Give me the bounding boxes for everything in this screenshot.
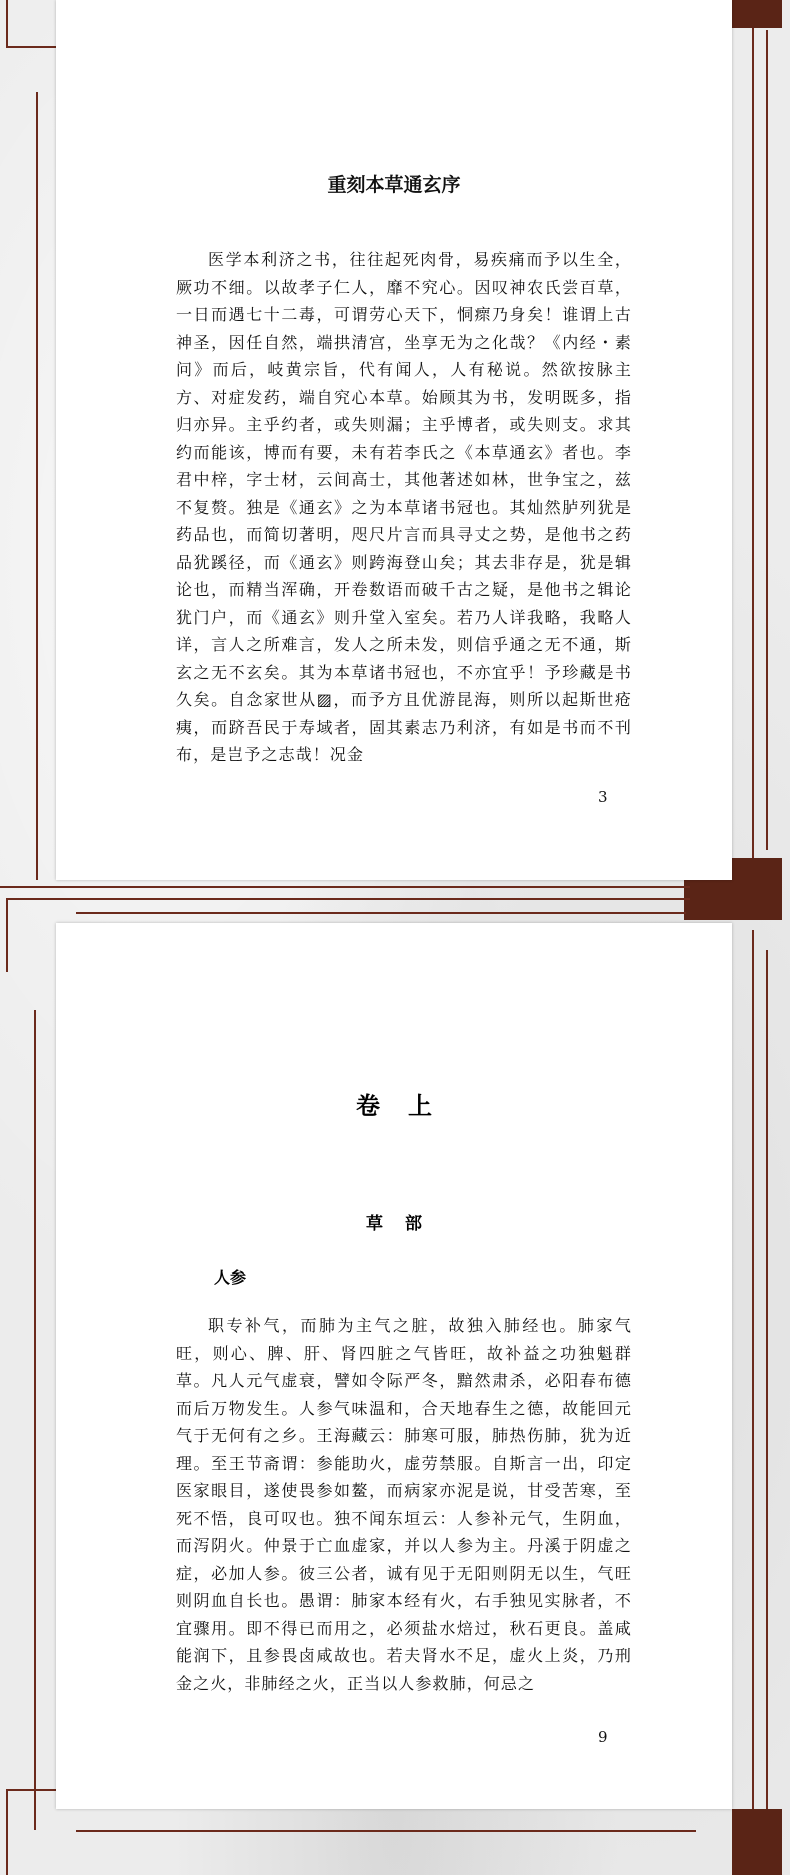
entry-body xyxy=(176,1312,632,1754)
frame-bottom-left-v xyxy=(6,1789,8,1875)
frame-right-v3 xyxy=(752,930,754,1840)
frame-left-v2 xyxy=(34,1010,36,1830)
frame-right-v4 xyxy=(766,950,768,1840)
book-page-preface xyxy=(56,0,732,880)
frame-left-inner-v xyxy=(36,92,38,880)
preface-paragraph: 医学本利济之书，往往起死肉骨，易疾痛而予以生全，厥功不细。以故孝子仁人，靡不究心。因叹神农氏尝百草，一日而遇七十二毒，可谓劳心天下，恫瘝乃身矣！谁谓上古神圣，因任自然，端拱清宫，坐享无为之化哉？《内经・素问》而后，岐黄宗旨，代有闻人，人有秘说。然欲按脉主方、对症发药，端自究心本草。始顾其为书，发明既多，指归亦异。主乎约者，或失则漏；主乎博者，或失则支。求其约而能该，博而有要，未有若李氏之《本草通玄》者也。李君中梓，字士材，云间高士，其他著述如林，世争宝之，兹不复赘。独是《通玄》之为本草诸书冠也。其灿然胪列犹是药品也，而简切著明，咫尺片言而具寻丈之势，是他书之药品犹蹊径，而《通玄》则跨海登山矣；其去非存是，犹是辑论也，而精当浑确，开卷数语而破千古之疑，是他书之辑论犹门户，而《通玄》则升堂入室矣。若乃人详我略，我略人详，言人之所难言，发人之所未发，则信乎通之无不通，斯玄之无不玄矣。其为本草诸书冠也，不亦宜乎！予珍藏是书久矣。自念家世从▨，而予方且优游昆海，则所以起斯世疮痍，而跻吾民于寿域者，固其素志乃利济，有如是书而不刊布，是岂予之志哉！况金 xyxy=(176,250,632,764)
section-title: 草部 xyxy=(366,1214,444,1234)
frame-right-v1 xyxy=(752,0,754,860)
frame-bottom-h2 xyxy=(76,1830,696,1832)
volume-title: 卷上 xyxy=(356,1091,460,1120)
preface-body xyxy=(176,246,632,798)
frame-mid-left-v xyxy=(6,898,8,972)
accent-bottom-right xyxy=(732,1809,782,1875)
frame-bottom-h1 xyxy=(6,1789,56,1791)
frame-mid-h3 xyxy=(76,912,686,914)
preface-title: 重刻本草通玄序 xyxy=(327,174,461,196)
frame-top-left-h xyxy=(6,46,56,48)
frame-top-left-v xyxy=(6,0,8,48)
page-number: 9 xyxy=(598,1728,608,1746)
book-page-volume1 xyxy=(56,923,732,1809)
entry-paragraph: 职专补气，而肺为主气之脏，故独入肺经也。肺家气旺，则心、脾、肝、肾四脏之气皆旺，故补益之功独魁群草。凡人元气虚衰，譬如令际严冬，黯然肃杀，必阳春布德而后万物发生。人参气味温和，合天地春生之德，故能回元气于无何有之乡。王海藏云：肺寒可服，肺热伤肺，犹为近理。至王节斋谓：参能助火，虚劳禁服。自斯言一出，印定医家眼目，遂使畏参如鳌，而病家亦泥是说，甘受苦寒，至死不悟，良可叹也。独不闻东垣云：人参补元气，生阴血，而泻阴火。仲景于亡血虚家，并以人参为主。丹溪于阴虚之症，必加人参。彼三公者，诚有见于无阳则阴无以生，气旺则阴血自长也。愚谓：肺家本经有火，右手独见实脉者，不宜骤用。即不得已而用之，必须盐水焙过，秋石更良。盖咸能润下，且参畏卤咸故也。若夫肾水不足，虚火上炎，乃刑金之火，非肺经之火，正当以人参救肺，何忌之 xyxy=(176,1316,632,1693)
frame-right-v2 xyxy=(766,30,768,850)
frame-mid-h2 xyxy=(6,898,690,900)
page-number: 3 xyxy=(598,788,608,806)
entry-title: 人参 xyxy=(214,1268,247,1287)
accent-top-right xyxy=(732,0,782,28)
frame-mid-h1 xyxy=(0,886,690,888)
